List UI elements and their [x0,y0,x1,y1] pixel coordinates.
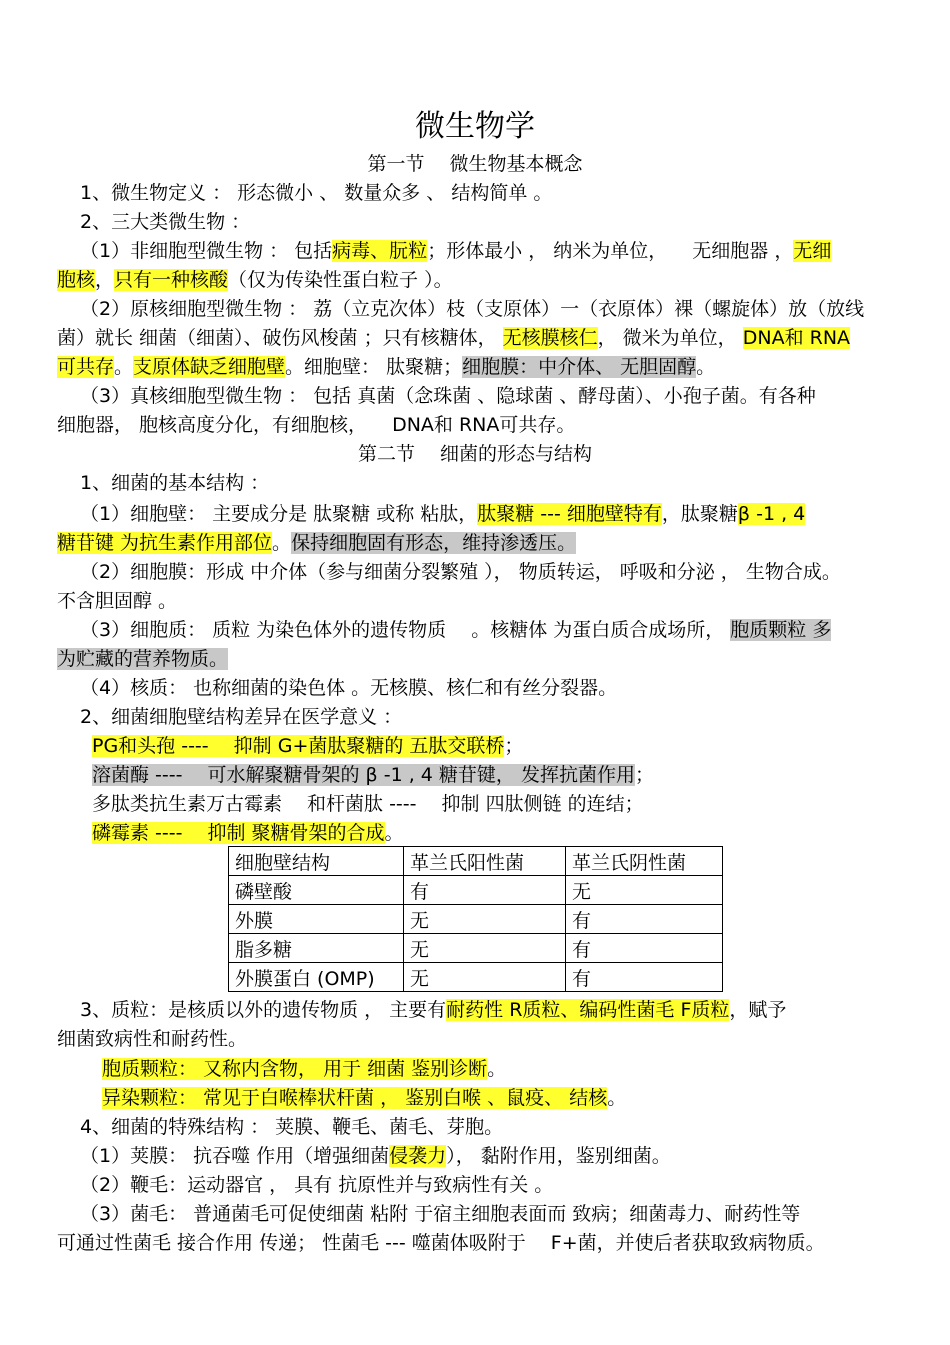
table-header-cell: 革兰氏阳性菌 [404,847,566,876]
definition-line: 1、微生物定义 ： 形态微小 、 数量众多 、 结构简单 。 [80,182,553,204]
gram-comparison-table [228,846,723,992]
table-header-cell: 细胞壁结构 [229,847,404,876]
cytoplasm-line-2 [0,645,950,673]
highlight: 胞核 [57,269,96,291]
eukaryote-line-1: （3）真核细胞型微生物 ： 包括 真菌（念珠菌 、隐球菌 、酵母菌）、小孢子菌。有各种 [80,385,816,407]
plasmid-line-2: 细菌致病性和耐药性。 [57,1028,248,1050]
table-row [229,876,723,905]
text: 菌）就长 细菌（细菌）、破伤风梭菌 ；只有核糖体， [57,327,503,349]
page-title: 微生物学 [415,109,535,144]
prokaryote-line-3 [0,353,950,381]
cell-wall-line-1 [0,500,950,528]
table-cell: 无 [566,876,723,905]
cytoplasm-line-1 [0,616,950,644]
table-cell: 磷壁酸 [229,876,404,905]
text: （3）细胞质： 质粒 为染色体外的遗传物质 。核糖体 为蛋白质合成场所， [80,619,731,641]
table-cell: 无 [404,963,566,992]
text: ；形体最小 ， 纳米为单位， 无细胞器 ， [427,240,794,262]
gray-highlight: 细胞膜：中介体、 无胆固醇 [462,356,697,378]
fosfomycin-line [0,819,950,847]
text: ， 微米为单位， [597,327,743,349]
membrane-line-1: （2）细胞膜：形成 中介体（参与细菌分裂繁殖 ）， 物质转运， 呼吸和分泌 ， 生物合成。 [80,561,841,583]
table-cell: 外膜蛋白 (OMP) [229,963,404,992]
text: ，赋予 [729,999,787,1021]
highlight: 胞质颗粒： 又称内含物， 用于 细菌 鉴别诊断 [102,1058,488,1080]
granule-line [0,1055,950,1083]
highlight: β -1 , 4 [737,503,806,525]
text: 。 [114,356,134,378]
highlight: 肽聚糖 --- 细胞壁特有 [477,503,662,525]
highlight: 只有一种核酸 [114,269,229,291]
table-cell: 无 [404,905,566,934]
text: 。 [272,532,292,554]
special-structure-heading: 4、细菌的特殊结构 ： 荚膜、鞭毛、菌毛、芽胞。 [80,1116,504,1138]
text: 3、质粒：是核质以外的遗传物质 ， 主要有 [80,999,447,1021]
text: 。 [696,356,716,378]
vancomycin-line: 多肽类抗生素万古霉素 和杆菌肽 ---- 抑制 四肽侧链 的连结； [92,793,644,815]
highlight: DNA和 RNA [742,327,851,349]
gray-highlight: 为贮藏的营养物质。 [57,648,229,670]
text: 。 [384,822,404,844]
highlight: 糖苷键 为抗生素作用部位 [57,532,273,554]
table-cell: 脂多糖 [229,934,404,963]
text: ， [95,269,115,291]
text: ； [634,764,654,786]
classes-heading: 2、三大类微生物 ： [80,211,251,233]
eukaryote-line-2: 细胞器， 胞核高度分化，有细胞核， DNA和 RNA可共存。 [57,414,576,436]
highlight: 侵袭力 [389,1145,447,1167]
text: 。细胞壁： 肽聚糖； [285,356,463,378]
highlight: 无细 [793,240,832,262]
acellular-line-1 [0,237,950,265]
highlight: PG和头孢 ---- 抑制 G+菌肽聚糖的 五肽交联桥 [92,735,505,757]
membrane-line-2: 不含胆固醇 。 [57,590,178,612]
lysozyme-line [0,761,950,789]
table-header-cell: 革兰氏阴性菌 [566,847,723,876]
nucleoid-line: （4）核质： 也称细菌的染色体 。无核膜、核仁和有丝分裂器。 [80,677,618,699]
table-cell: 有 [566,963,723,992]
text: （1）荚膜： 抗吞噬 作用（增强细菌 [80,1145,390,1167]
text: （1）细胞壁： 主要成分是 肽聚糖 或称 粘肽， [80,503,478,525]
metachromatic-line [0,1084,950,1112]
text: ，肽聚糖 [661,503,738,525]
gray-highlight: 胞质颗粒 多 [730,619,832,641]
highlight: 可共存 [57,356,115,378]
capsule-line [0,1142,950,1170]
text: （仅为传染性蛋白粒子 ）。 [228,269,453,291]
gray-highlight: 保持细胞固有形态，维持渗透压。 [291,532,577,554]
highlight: 无核膜核仁 [502,327,598,349]
highlight: 病毒、朊粒 [332,240,428,262]
text: （1）非细胞型微生物 ： 包括 [80,240,333,262]
text: 。 [487,1058,507,1080]
table-row [229,905,723,934]
table-header-row [229,847,723,876]
highlight: 异染颗粒： 常见于白喉棒状杆菌 ， 鉴别白喉 、鼠疫、 结核 [102,1087,608,1109]
cell-wall-line-2 [0,529,950,557]
highlight: 耐药性 R质粒、编码性菌毛 F质粒 [446,999,730,1021]
table-cell: 无 [404,934,566,963]
text: ； [504,735,524,757]
pili-line-2: 可通过性菌毛 接合作用 传递； 性菌毛 --- 噬菌体吸附于 F+菌，并使后者获取致病物质。 [57,1232,825,1254]
plasmid-line-1 [0,996,950,1024]
table-cell: 外膜 [229,905,404,934]
prokaryote-line-2 [0,324,950,352]
pili-line-1: （3）菌毛： 普通菌毛可促使细菌 粘附 于宿主细胞表面而 致病；细菌毒力、耐药性等 [80,1203,801,1225]
flagella-line: （2）鞭毛：运动器官 ， 具有 抗原性并与致病性有关 。 [80,1174,554,1196]
text: 。 [607,1087,627,1109]
section-heading-1: 第一节 微生物基本概念 [367,153,583,175]
section-heading-2: 第二节 细菌的形态与结构 [357,443,593,465]
gray-highlight: 溶菌酶 ---- 可水解聚糖骨架的 β -1 , 4 糖苷键， 发挥抗菌作用 [92,764,635,786]
table-cell: 有 [404,876,566,905]
basic-structure-heading: 1、细菌的基本结构 ： [80,472,270,494]
table-row [229,934,723,963]
table-cell: 有 [566,905,723,934]
pg-line [0,732,950,760]
table-row [229,963,723,992]
acellular-line-2 [0,266,950,294]
prokaryote-line-1: （2）原核细胞型微生物 ： 荔（立克次体）枝（支原体）一（衣原体）裸（螺旋体）放（放线 [80,298,865,320]
highlight: 磷霉素 ---- 抑制 聚糖骨架的合成 [92,822,385,844]
highlight: 支原体缺乏细胞壁 [133,356,286,378]
medical-significance-heading: 2、细菌细胞壁结构差异在医学意义 ： [80,706,403,728]
text: ）， 黏附作用，鉴别细菌。 [446,1145,671,1167]
table-cell: 有 [566,934,723,963]
